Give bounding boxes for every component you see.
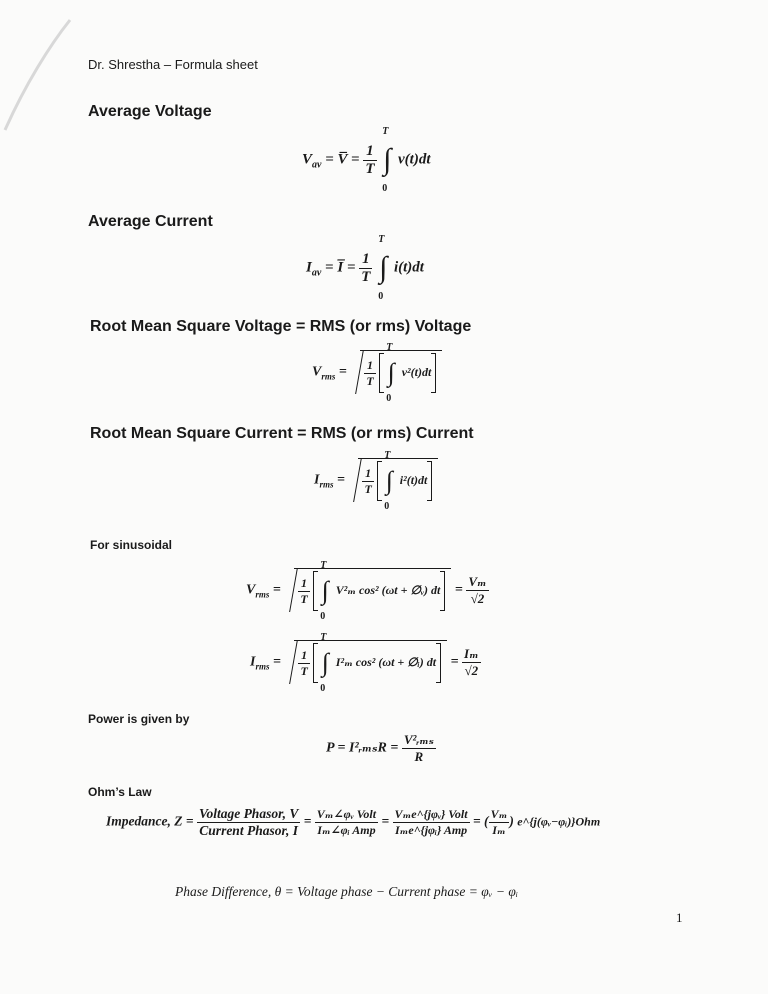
heading-ohms-law: Ohm’s Law: [88, 785, 152, 799]
sheet-header: Dr. Shrestha – Formula sheet: [88, 57, 258, 72]
formula-impedance: Impedance, Z = $\frac{\text{Voltage Phasor, V}}{\text{Current Phasor, I}}$ = $\frac{\text{Vₘ∠φᵥ Volt}}{\text{Iₘ∠φᵢ Amp}}$ = $\frac{\text{Vₘe\textasciicircum{}\{jφᵥ\} Volt}}{\text{Iₘe\textasciicircum{}\{jφᵢ\} Amp}}$ = ( $\frac{\text{Vₘ}}{\text{Iₘ}}$ ) e^{j(φᵥ−φᵢ)}Ohm: [106, 806, 601, 838]
formula-rms-voltage: $V_{rms}$ = $\frac{1}{T}$ T ∫ 0 v²(t)dt: [312, 350, 442, 395]
formula-average-current: $I_{av}$ = I̅ = $\frac{1}{T}$ T ∫ 0 i(t)dt: [306, 234, 424, 302]
formula-irms-sinusoidal: $I_{rms}$ = $\frac{1}{T}$ T ∫ 0 I²ₘ cos² (ωt + ∅ᵢ) dt = $\frac{\text{Iₘ}}{√2}$: [250, 632, 479, 694]
formula-average-voltage: $V_{av}$ = V̅ = $\frac{1}{T}$ T ∫ 0 v(t)dt: [302, 126, 431, 194]
page-number: 1: [676, 910, 683, 925]
heading-average-current: Average Current: [88, 213, 213, 230]
formula-vrms-sinusoidal: $V_{rms}$ = $\frac{1}{T}$ T ∫ 0 V²ₘ cos² (ωt + ∅ᵥ) dt = $\frac{\text{Vₘ}}{√2}$: [246, 560, 487, 622]
heading-average-voltage: Average Voltage: [88, 103, 212, 120]
scan-mark: [0, 15, 90, 135]
formula-power: P = I²ᵣₘₛR = $\frac{\text{V²ᵣₘₛ}}{R}$: [326, 732, 434, 764]
heading-rms-voltage: Root Mean Square Voltage = RMS (or rms) Voltage: [90, 318, 472, 335]
formula-rms-current: $I_{rms}$ = $\frac{1}{T}$ T ∫ 0 i²(t)dt: [314, 458, 438, 503]
formula-phase-difference: Phase Difference, θ = Voltage phase − Current phase = φᵥ − φᵢ: [175, 884, 518, 899]
heading-sinusoidal: For sinusoidal: [90, 538, 173, 552]
heading-power: Power is given by: [88, 712, 190, 726]
heading-rms-current: Root Mean Square Current = RMS (or rms) Current: [90, 425, 474, 442]
